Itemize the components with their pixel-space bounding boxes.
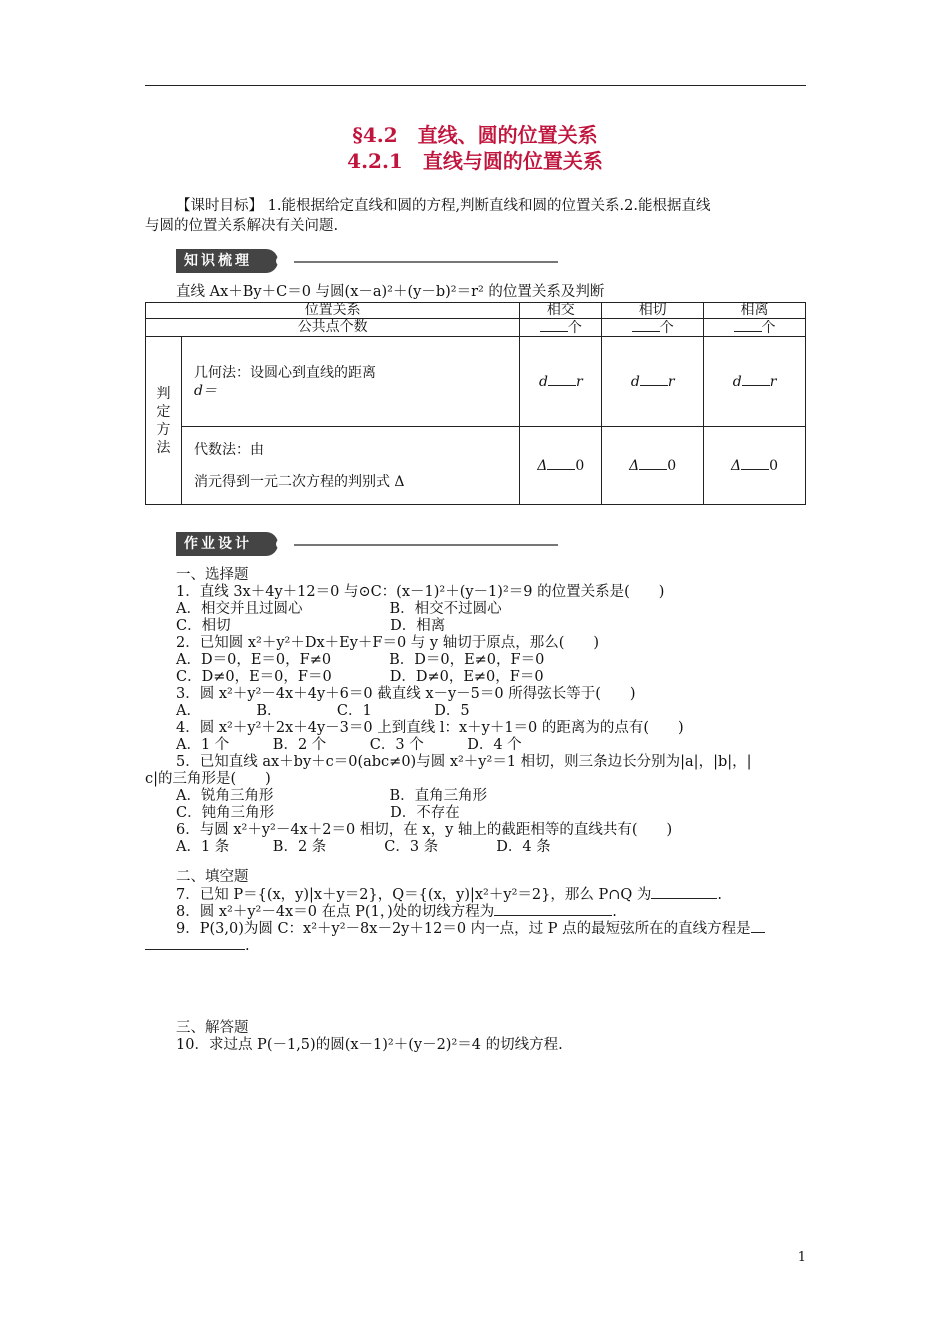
exercise-line: A．锐角三角形 B．直角三角形 bbox=[176, 788, 488, 804]
answer-blank bbox=[632, 319, 660, 332]
header-line bbox=[294, 261, 558, 263]
section-title: §4.2 直线、圆的位置关系 bbox=[352, 123, 598, 147]
cell-count-separate: 个 bbox=[704, 319, 806, 337]
question-7: 7．已知 P＝{(x，y)|x＋y＝2}，Q＝{(x，y)|x²＋y²＝2}，那么 P∩Q 为 . bbox=[176, 887, 722, 903]
goal-line-1: 【课时目标】 1.能根据给定直线和圆的方程,判断直线和圆的位置关系.2.能根据直线 bbox=[176, 198, 711, 214]
exercise-line: 6．与圆 x²＋y²－4x＋2＝0 相切，在 x，y 轴上的截距相等的直线共有( ) bbox=[176, 822, 673, 838]
top-rule bbox=[145, 85, 806, 86]
answer-blank bbox=[145, 937, 245, 950]
exercise-line: 3．圆 x²＋y²－4x＋4y＋6＝0 截直线 x－y－5＝0 所得弦长等于( ) bbox=[176, 686, 636, 702]
bullet-dot-icon bbox=[276, 539, 286, 549]
question-10: 10．求过点 P(－1,5)的圆(x－1)²＋(y－2)²＝4 的切线方程. bbox=[176, 1037, 563, 1053]
choice-questions bbox=[145, 567, 806, 857]
exercise-line: C．钝角三角形 D．不存在 bbox=[176, 805, 460, 821]
alg-cell-intersect: Δ 0 bbox=[520, 427, 602, 505]
question-9-continuation: . bbox=[145, 937, 250, 955]
row-common-points: 公共点个数 bbox=[146, 319, 520, 337]
exercise-line: 4．圆 x²＋y²＋2x＋4y－3＝0 上到直线 l：x＋y＋1＝0 的距离为的点有( ) bbox=[176, 720, 684, 736]
answer-blank bbox=[494, 903, 612, 916]
answer-blank bbox=[651, 886, 717, 899]
fill-heading: 二、填空题 bbox=[176, 869, 249, 885]
exercise-line: A．相交并且过圆心 B．相交不过圆心 bbox=[176, 601, 502, 617]
algebraic-method-row bbox=[146, 427, 806, 505]
exercise-line: A．1 个 B．2 个 C．3 个 D．4 个 bbox=[176, 737, 522, 753]
alg-cell-tangent: Δ 0 bbox=[602, 427, 704, 505]
header-line bbox=[294, 544, 558, 546]
col-header-tangent: 相切 bbox=[602, 303, 704, 319]
table-caption: 直线 Ax＋By＋C＝0 与圆(x－a)²＋(y－b)²＝r² 的位置关系及判断 bbox=[176, 284, 605, 300]
knowledge-tag-label: 知识梳理 bbox=[184, 253, 252, 269]
exercise-line: 1．直线 3x＋4y＋12＝0 与⊙C：(x－1)²＋(y－1)²＝9 的位置关系是( ) bbox=[176, 584, 665, 600]
geometric-method: 几何法：设圆心到直线的距离 d＝ bbox=[181, 337, 519, 427]
geo-cell-intersect: d r bbox=[520, 337, 602, 427]
col-header-separate: 相离 bbox=[704, 303, 806, 319]
col-header-intersect: 相交 bbox=[520, 303, 602, 319]
homework-tag bbox=[176, 532, 278, 556]
geo-cell-tangent: d r bbox=[602, 337, 704, 427]
exercise-line: 5．已知直线 ax＋by＋c＝0(abc≠0)与圆 x²＋y²＝1 相切，则三条边长分别为|a|，|b|，| bbox=[176, 754, 752, 770]
homework-tag-label: 作业设计 bbox=[184, 536, 252, 552]
col-header-relation: 位置关系 bbox=[146, 303, 520, 319]
exercise-line: c|的三角形是( ) bbox=[145, 771, 271, 787]
exercise-line: A．1 条 B．2 条 C．3 条 D．4 条 bbox=[176, 839, 551, 855]
question-9: 9．P(3,0)为圆 C：x²＋y²－8x－2y＋12＝0 内一点，过 P 点的最短弦所在的直线方程是 bbox=[176, 920, 765, 938]
exercise-line: A．D＝0，E＝0，F≠0 B．D＝0，E≠0，F＝0 bbox=[176, 652, 545, 668]
homework-section-header bbox=[176, 532, 558, 556]
geometric-method-row bbox=[146, 337, 806, 427]
knowledge-section-header bbox=[176, 249, 558, 273]
answer-blank bbox=[540, 319, 568, 332]
exercise-line: C．相切 D．相离 bbox=[176, 618, 446, 634]
method-side-label: 判 定 方 法 bbox=[146, 337, 182, 505]
solve-heading: 三、解答题 bbox=[176, 1020, 249, 1036]
answer-blank bbox=[751, 920, 765, 933]
relation-table bbox=[145, 302, 806, 505]
knowledge-tag bbox=[176, 249, 278, 273]
alg-cell-separate: Δ 0 bbox=[704, 427, 806, 505]
goal-line-2: 与圆的位置关系解决有关问题. bbox=[145, 218, 339, 234]
exercise-line: A． B． C．1 D．5 bbox=[176, 703, 470, 719]
table-header-row bbox=[146, 303, 806, 319]
table-common-row bbox=[146, 319, 806, 337]
geo-cell-separate: d r bbox=[704, 337, 806, 427]
subsection-title: 4.2.1 直线与圆的位置关系 bbox=[347, 149, 603, 173]
bullet-dot-icon bbox=[276, 256, 286, 266]
cell-count-tangent: 个 bbox=[602, 319, 704, 337]
cell-count-intersect: 个 bbox=[520, 319, 602, 337]
page-number: 1 bbox=[797, 1250, 806, 1265]
exercise-line: 2．已知圆 x²＋y²＋Dx＋Ey＋F＝0 与 y 轴切于原点，那么( ) bbox=[176, 635, 600, 651]
algebraic-method: 代数法：由 消元得到一元二次方程的判别式 Δ bbox=[181, 427, 519, 505]
exercise-line: 一、选择题 bbox=[176, 567, 249, 583]
exercise-line: C．D≠0，E＝0，F＝0 D．D≠0，E≠0，F＝0 bbox=[176, 669, 544, 685]
answer-blank bbox=[734, 319, 762, 332]
lesson-goal bbox=[145, 196, 806, 236]
question-8: 8．圆 x²＋y²－4x＝0 在点 P(1，)处的切线方程为 . bbox=[176, 904, 617, 920]
